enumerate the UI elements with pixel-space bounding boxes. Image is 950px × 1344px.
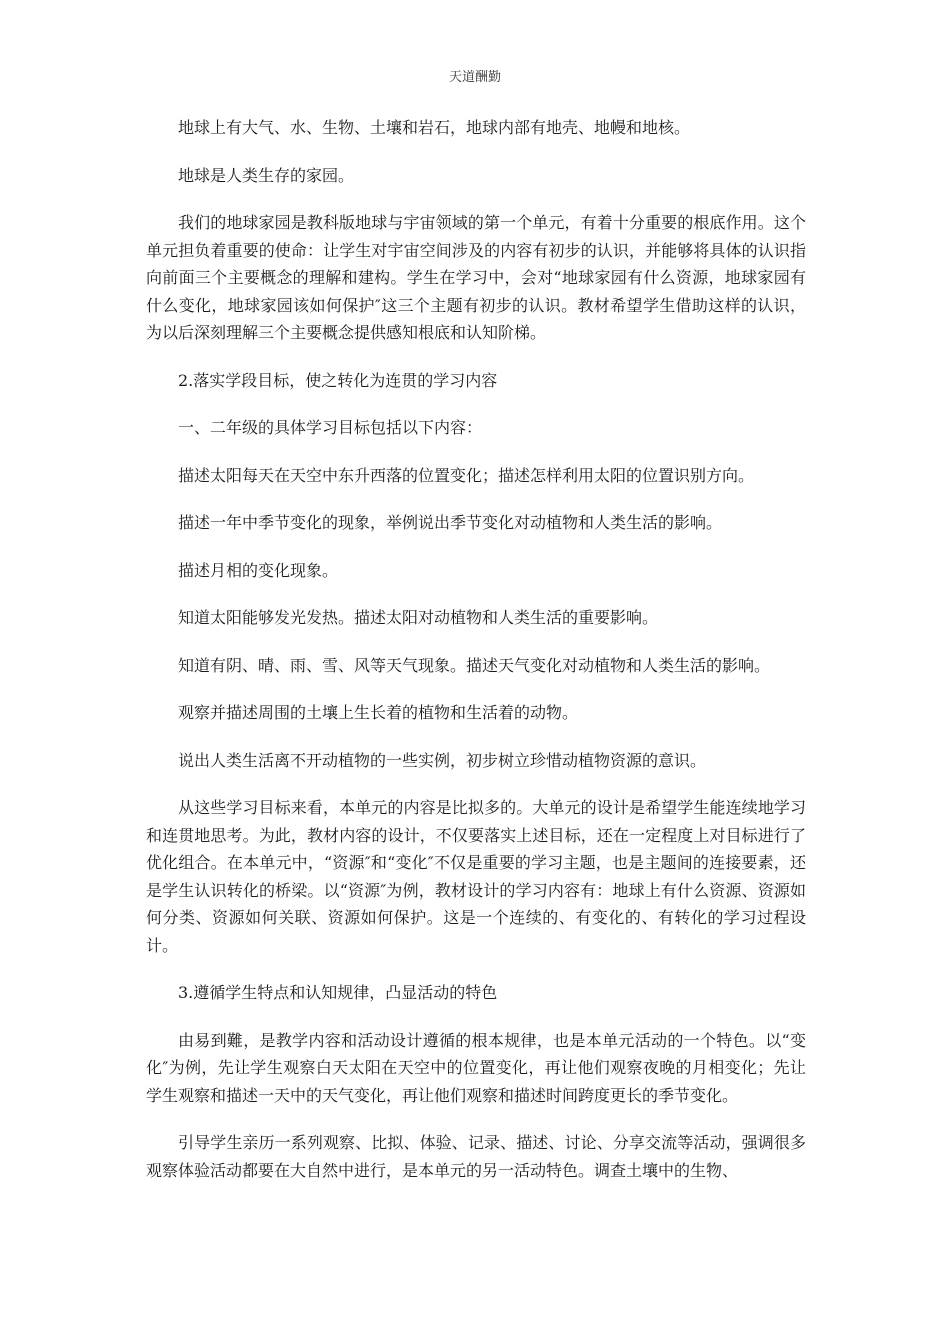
paragraph: 地球是人类生存的家园。: [178, 165, 355, 185]
paragraph: 我们的地球家园是教科版地球与宇宙领域的第一个单元，有着十分重要的根底作用。这个单元担负着重要的使命：让学生对宇宙空间涉及的内容有初步的认识，并能够将具体的认识指向前面三个主要概念的理解和建构。学生在学习中，会对“地球家园有什么资源，地球家园有什么变化，地球家园该如何保护″这三个主题有初步的认识。教材希望学生借助这样的认识，为以后深刻理解三个主要概念提供感知根底和认知阶梯。: [146, 213, 806, 342]
document-body: [146, 114, 806, 1204]
goal-item: 知道太阳能够发光发热。描述太阳对动植物和人类生活的重要影响。: [178, 608, 659, 627]
goal-item: 描述月相的变化现象。: [178, 560, 339, 580]
paragraph: 引导学生亲历一系列观察、比拟、体验、记录、描述、讨论、分享交流等活动，强调很多观察体验活动都要在大自然中进行，是本单元的另一活动特色。调查土壤中的生物、: [146, 1133, 806, 1180]
goal-item: 观察并描述周围的土壤上生长着的植物和生活着的动物。: [178, 703, 579, 722]
section-heading: 3.遵循学生特点和认知规律，凸显活动的特色: [178, 983, 498, 1002]
goal-item: 知道有阴、晴、雨、雪、风等天气现象。描述天气变化对动植物和人类生活的影响。: [178, 655, 771, 675]
goal-item: 说出人类生活离不开动植物的一些实例，初步树立珍惜动植物资源的意识。: [178, 750, 707, 770]
paragraph: 由易到難，是教学内容和活动设计遵循的根本规律，也是本单元活动的一个特色。以“变化″为例，先让学生观察白天太阳在天空中的位置变化，再让他们观察夜晚的月相变化；先让学生观察和描述一天中的天气变化，再让他们观察和描述时间跨度更长的季节变化。: [146, 1030, 806, 1105]
paragraph: 一、二年级的具体学习目标包括以下内容：: [178, 418, 483, 437]
paragraph: 地球上有大气、水、生物、土壤和岩石，地球内部有地壳、地幔和地核。: [178, 118, 691, 137]
page-header: 天道酬勤: [448, 70, 501, 85]
goal-item: 描述一年中季节变化的现象，举例说出季节变化对动植物和人类生活的影响。: [178, 513, 723, 532]
paragraph: 从这些学习目标来看，本单元的内容是比拟多的。大单元的设计是希望学生能连续地学习和连贯地思考。为此，教材内容的设计，不仅要落实上述目标，还在一定程度上对目标进行了优化组合。在本单元中，“资源″和“变化″不仅是重要的学习主题，也是主题间的连接要素，还是学生认识转化的桥梁。以“资源″为例，教材设计的学习内容有：地球上有什么资源、资源如何分类、资源如何关联、资源如何保护。这是一个连续的、有变化的、有转化的学习过程设计。: [146, 798, 806, 955]
section-heading: 2.落实学段目标，使之转化为连贯的学习内容: [178, 370, 498, 390]
goal-item: 描述太阳每天在天空中东升西落的位置变化；描述怎样利用太阳的位置识别方向。: [178, 465, 755, 485]
